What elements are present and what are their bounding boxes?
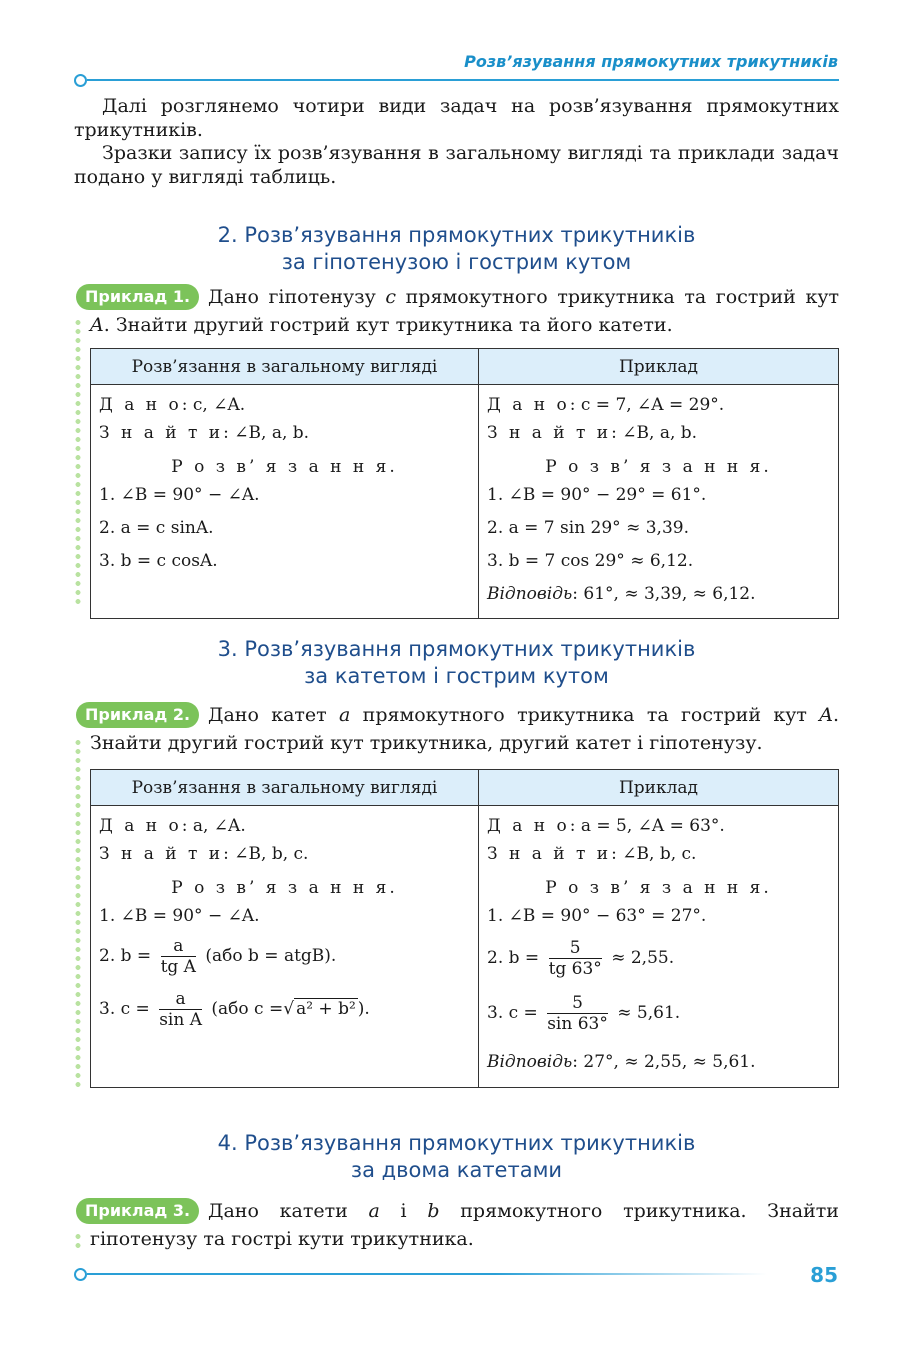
section-title-3: 3. Розв’язування прямокутних трикутників за катетом і гострим кутом (217, 637, 696, 688)
example-text-2: Дано катет a прямокутного трикутника та гострий кут A. Знайти другий гострий кут трикутника, другий катет і гіпотенузу. (90, 704, 840, 754)
header-rule (87, 79, 839, 81)
section-title-4: 4. Розв’язування прямокутних трикутників за двома катетами (217, 1131, 696, 1182)
fraction: $\frac{a}{\text{tg A}}$ (160, 936, 196, 977)
fraction: $\frac{5}{\sin 63^\circ}$ (547, 993, 608, 1034)
example-solution-cell: Д а н о: a = 5, ∠A = 63°. З н а й т и: ∠B, b, c. Р о з в’ я з а н н я. 1. ∠B = 90° − 63° = 27°. 2. b = $\frac{5}{tg 63^\circ}$ ≈ 2,55. 3. c = $\frac{5}{\sin 63^\circ}$ ≈ 5,61. Відповідь: 27°, ≈ 2,55, ≈ 5,61. (479, 806, 839, 1088)
example-text-1: Дано гіпотенузу c прямокутного трикутника та гострий кут A. Знайти другий гострий кут трикутника та його катети. (90, 286, 840, 336)
example-dots-1 (75, 318, 81, 608)
example-badge-1: Приклад 1. (76, 284, 199, 310)
fraction: $\frac{a}{\text{sin A}}$ (159, 989, 202, 1030)
running-header: Розв’язування прямокутних трикутників (464, 52, 838, 71)
solution-table-1 (90, 348, 839, 619)
page-number: 85 (810, 1263, 838, 1287)
example-badge-2: Приклад 2. (76, 702, 199, 728)
general-solution-cell: Д а н о: c, ∠A. З н а й т и: ∠B, a, b. Р о з в’ я з а н н я. 1. ∠B = 90° − ∠A. 2. a = c sinA. 3. b = c cosA. (91, 385, 479, 619)
table-header-example: Приклад (479, 770, 839, 806)
table-header-general: Розв’язання в загальному вигляді (91, 770, 479, 806)
intro-paragraph-2: Зразки запису їх розв’язування в загальному вигляді та приклади задач подано у вигляді таблиць. (74, 142, 839, 188)
fraction: $\frac{5}{tg 63^\circ}$ (548, 938, 602, 979)
example-dots-3 (75, 1232, 81, 1250)
solution-table-2 (90, 769, 839, 1088)
table-header-general: Розв’язання в загальному вигляді (91, 349, 479, 385)
footer-rule (87, 1273, 767, 1275)
intro-paragraph-1: Далі розглянемо чотири види задач на розв’язування прямокутних трикутників. (74, 95, 839, 141)
example-dots-2 (75, 738, 81, 1088)
footer-rule-circle (74, 1268, 87, 1281)
example-badge-3: Приклад 3. (76, 1198, 199, 1224)
example-solution-cell: Д а н о: c = 7, ∠A = 29°. З н а й т и: ∠B, a, b. Р о з в’ я з а н н я. 1. ∠B = 90° − 29° = 61°. 2. a = 7 sin 29° ≈ 3,39. 3. b = 7 cos 29° ≈ 6,12. Відповідь: 61°, ≈ 3,39, ≈ 6,12. (479, 385, 839, 619)
section-title-2: 2. Розв’язування прямокутних трикутників за гіпотенузою і гострим кутом (217, 223, 696, 274)
general-solution-cell: Д а н о: a, ∠A. З н а й т и: ∠B, b, c. Р о з в’ я з а н н я. 1. ∠B = 90° − ∠A. 2. b = $\frac{a}{\text{tg A}}$ (або b = atgB). 3. c = $\frac{a}{\text{sin A}}$ (або c =√ a² + b² ). (91, 806, 479, 1088)
example-text-3: Дано катети a і b прямокутного трикутника. Знайти гіпотенузу та гострі кути трикутника. (90, 1200, 839, 1250)
header-rule-circle (74, 74, 87, 87)
sqrt-expression: a² + b² (296, 999, 356, 1019)
table-header-example: Приклад (479, 349, 839, 385)
